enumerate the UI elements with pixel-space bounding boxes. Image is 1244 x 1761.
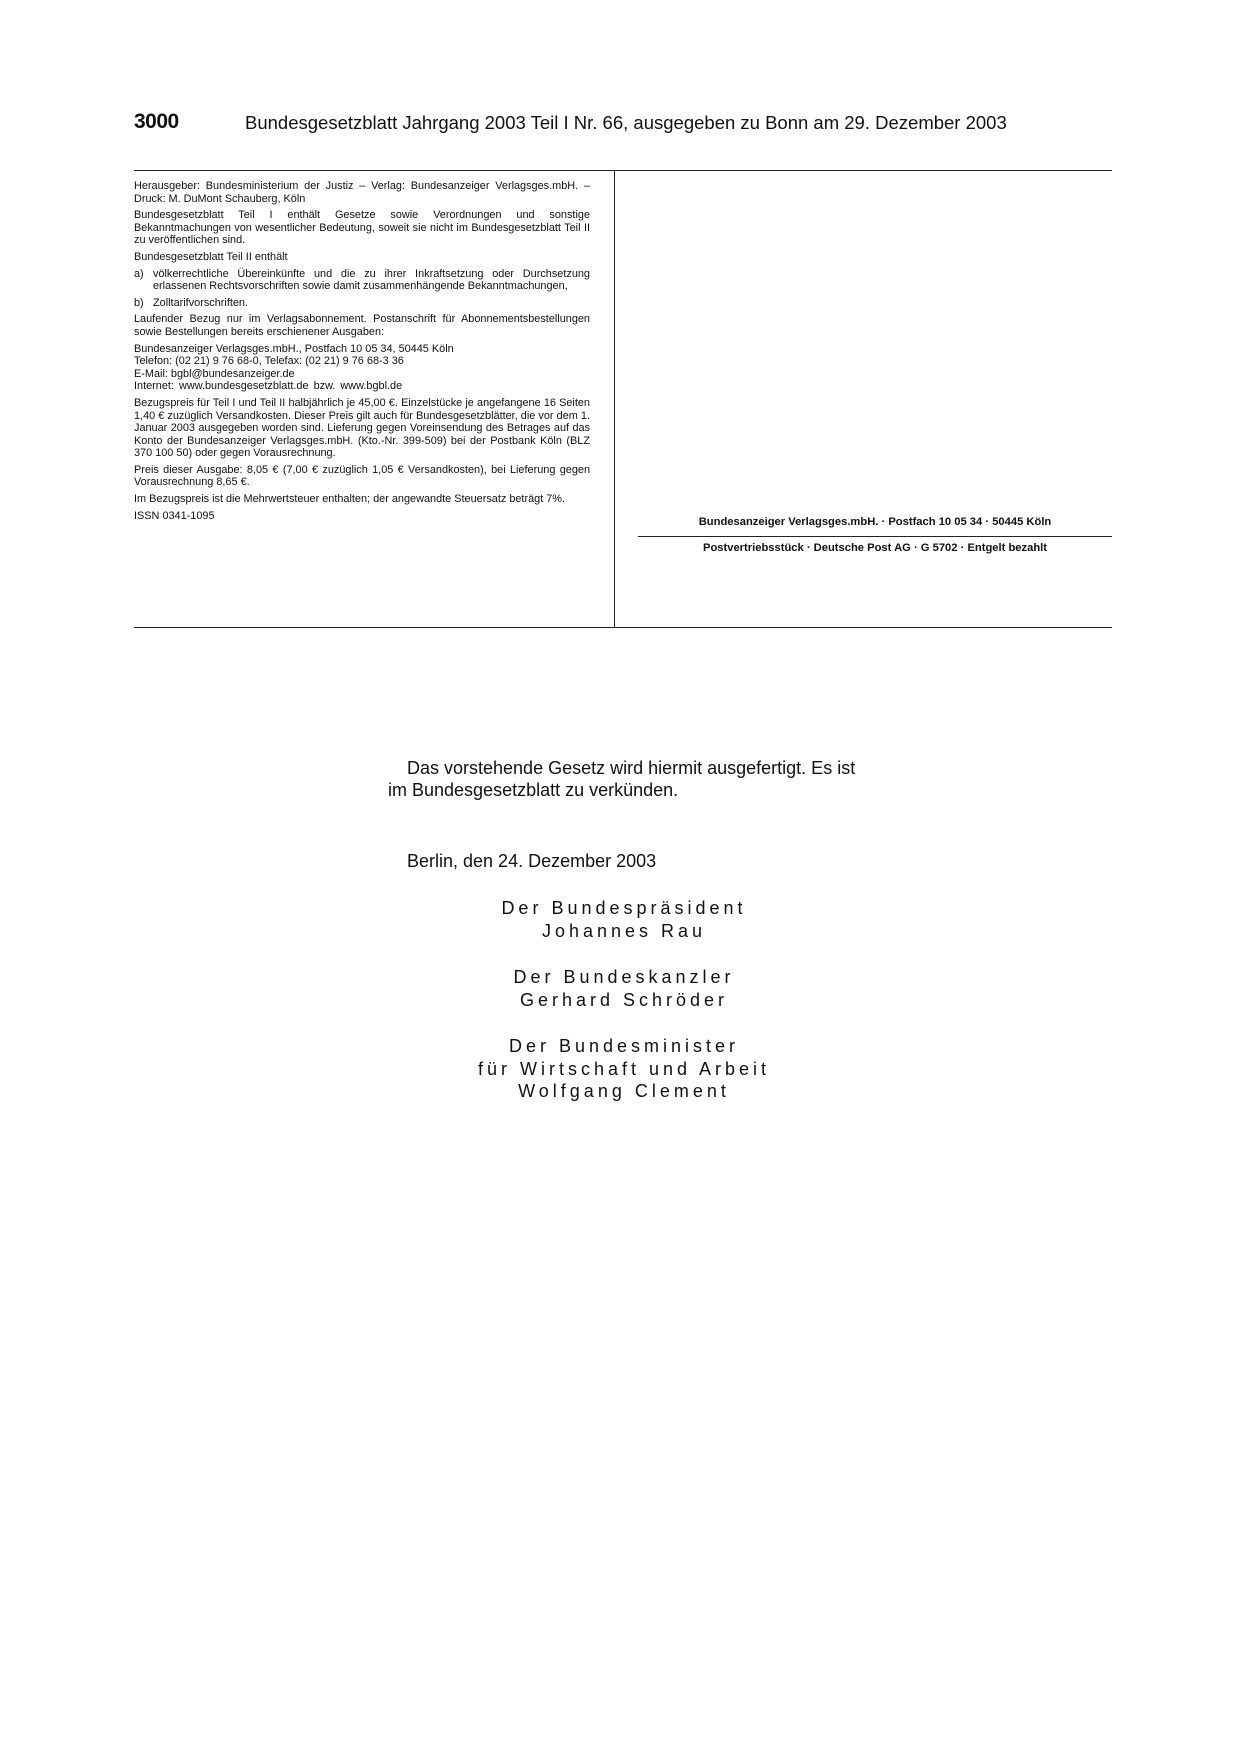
imprint-teil2-intro: Bundesgesetzblatt Teil II enthält [134,250,288,263]
place-date: Berlin, den 24. Dezember 2003 [407,851,657,871]
signature-block-minister [380,1035,868,1103]
list-item [134,297,590,310]
imprint-email: E-Mail: bgbl@bundesanzeiger.de [134,367,295,380]
running-head: Bundesgesetzblatt Jahrgang 2003 Teil I Nr. 66, ausgegeben zu Bonn am 29. Dezember 2003 [245,112,1007,133]
signatory-title: Der Bundesminister [508,1036,740,1056]
signatory-title: Der Bundeskanzler [513,967,735,987]
list-mark: a) [134,267,144,280]
imprint-vat: Im Bezugspreis ist die Mehrwertsteuer enthalten; der angewandte Steuersatz beträgt 7%. [134,493,566,506]
page-number: 3000 [134,110,179,133]
signatory-name: Wolfgang Clement [518,1081,730,1101]
signature-block-chancellor [380,966,868,1011]
list-text: Zolltarifvorschriften. [153,296,249,309]
imprint-address: Bundesanzeiger Verlagsges.mbH., Postfach 10 05 34, 50445 Köln [134,342,454,355]
list-mark: b) [134,296,144,309]
imprint-issn: ISSN 0341-1095 [134,509,215,522]
column-divider [614,171,615,627]
postal-vermerk: Postvertriebsstück · Deutsche Post AG · G 5702 · Entgelt bezahlt [703,542,1047,554]
imprint-price: Bezugspreis für Teil I und Teil II halbjährlich je 45,00 €. Einzelstücke je angefangene 16 Seiten 1,40 € zuzüglich Versandkosten. Dieser Preis gilt auch für Bundesgesetzblätter, die vor dem 1. Januar 2003 ausgegeben worden sind. Lieferung gegen Voreinsendung des Betrages auf das Konto der Bundesanzeiger Verlagsges.mbH. (Kto.-Nr. 399-509) bei der Postbank Köln (BLZ 370 100 50) oder gegen Vorausrechnung. [134,396,590,460]
imprint-internet: Internet: www.bundesgesetzblatt.de bzw. www.bgbl.de [134,380,403,393]
signature-block-president [380,897,868,942]
signatory-name: Gerhard Schröder [519,989,729,1010]
signatory-name: Johannes Rau [541,920,707,941]
imprint-phone: Telefon: (02 21) 9 76 68-0, Telefax: (02 21) 9 76 68-3 36 [134,355,404,368]
postal-sender: Bundesanzeiger Verlagsges.mbH. · Postfach 10 05 34 · 50445 Köln [638,516,1112,537]
imprint-teil1: Bundesgesetzblatt Teil I enthält Gesetze sowie Verordnungen und sonstige Bekanntmachungen von wesentlicher Bedeutung, soweit sie nicht im Bundesgesetzblatt Teil II zu veröffentlichen sind. [134,209,590,247]
imprint-publisher: Herausgeber: Bundesministerium der Justiz – Verlag: Bundesanzeiger Verlagsges.mbH. – Druck: M. DuMont Schauberg, Köln [134,180,590,205]
list-text: völkerrechtliche Übereinkünfte und die zu ihrer Inkraftsetzung oder Durchsetzung erlassenen Rechtsvorschriften sowie damit zusammenhängende Bekanntmachungen, [153,267,590,293]
signatory-title-2: für Wirtschaft und Arbeit [477,1058,771,1079]
imprint-issue-price: Preis dieser Ausgabe: 8,05 € (7,00 € zuzüglich 1,05 € Versandkosten), bei Lieferung gegen Vorausrechnung 8,65 €. [134,463,590,489]
imprint-subscription: Laufender Bezug nur im Verlagsabonnement. Postanschrift für Abonnementsbestellungen sowie Bestellungen bereits erschienener Ausgaben: [134,313,590,338]
signatory-title: Der Bundespräsident [501,898,747,918]
postal-block [638,516,1112,554]
imprint-column [134,180,590,522]
list-item [134,268,590,293]
imprint-box [134,170,1112,628]
proclamation-text: Das vorstehende Gesetz wird hiermit ausgefertigt. Es ist im Bundesgesetzblatt zu verkünden. [388,758,856,800]
